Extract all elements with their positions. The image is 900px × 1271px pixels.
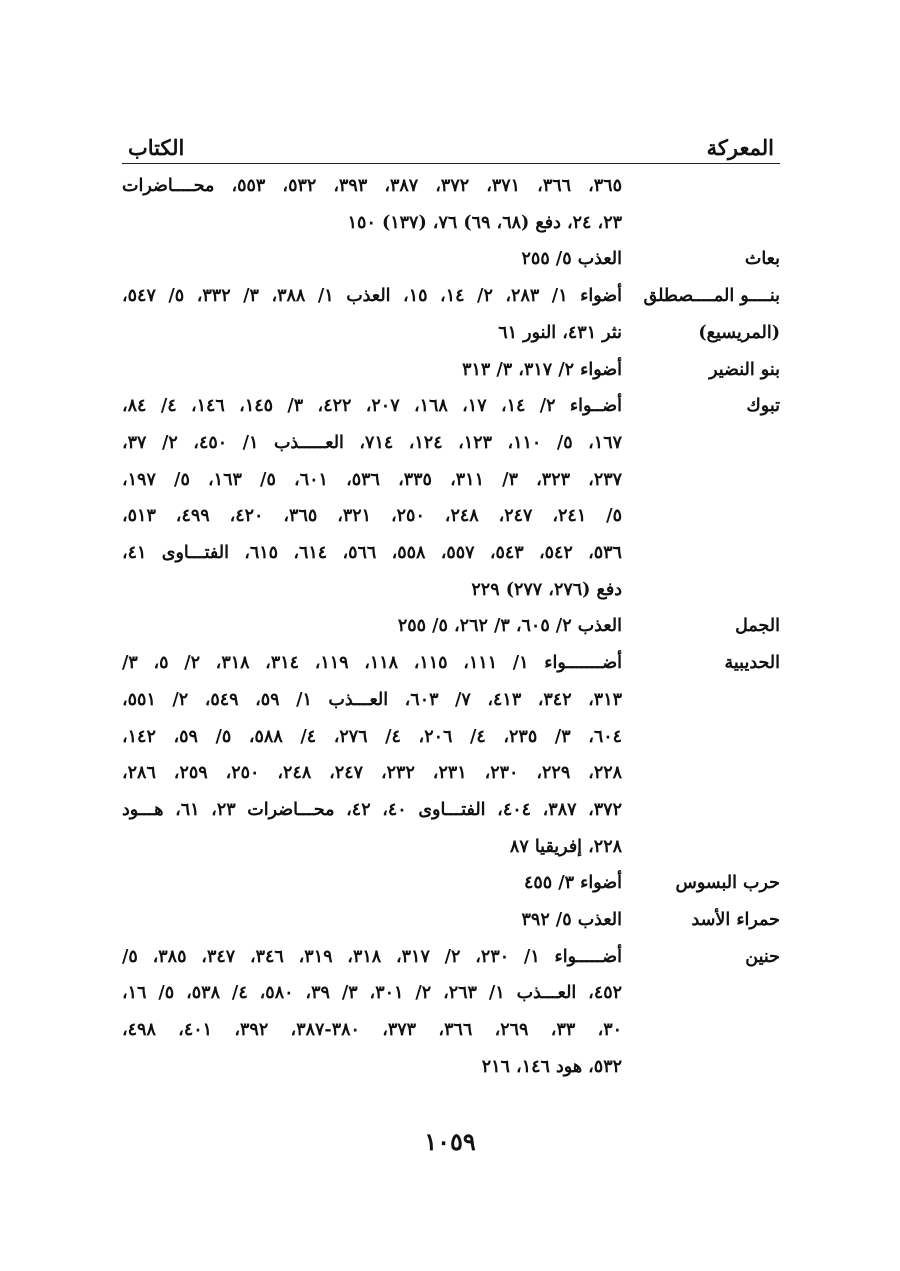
header-rule: [122, 163, 780, 164]
entry-term: [622, 352, 780, 389]
index-entry: [122, 608, 780, 645]
entry-references: [122, 388, 622, 608]
entry-references: [122, 645, 622, 865]
page-number: ١٠٥٩: [424, 1127, 476, 1156]
reference-line: ١٦٧، ٥/ ١١٠، ١٢٣، ١٢٤، ٧١٤، العـــــذب ١/ ٤٥٠، ٢/ ٣٧،: [122, 432, 622, 453]
entry-references: [122, 241, 622, 278]
reference-line: ٣٧٢، ٣٨٧، ٤٠٤، الفتـــاوى ٤٠، ٤٢، محـــاضرات ٢٣، ٦١، هـــود: [122, 799, 622, 820]
index-entry: [122, 645, 780, 865]
entry-term-name: الحديبية: [724, 653, 780, 674]
index-page: [122, 120, 780, 1086]
header-battle-title: المعركة: [706, 135, 774, 160]
index-entry: [122, 352, 780, 389]
entry-term: [622, 645, 780, 682]
entry-term: [622, 278, 780, 351]
reference-line: أضواء ٢/ ٣١٧، ٣/ ٣١٣: [462, 359, 622, 380]
reference-line: ٣٦٥، ٣٦٦، ٣٧١، ٣٧٢، ٣٨٧، ٣٩٣، ٥٣٢، ٥٥٣، محــــاضرات: [122, 176, 622, 196]
entry-term-name: بعاث: [744, 249, 780, 270]
reference-line: العذب ٥/ ٣٩٢: [521, 910, 622, 931]
index-entry: [122, 388, 780, 608]
header-book-title: الكتاب: [128, 135, 185, 160]
entry-references: [122, 278, 622, 351]
reference-line: ٣٠، ٣٣، ٢٦٩، ٣٦٦، ٣٧٣، ٣٨٠-٣٨٧، ٣٩٢، ٤٠١، ٤٩٨،: [122, 1020, 622, 1041]
entry-term-name: بنو النضير: [709, 359, 780, 380]
reference-line: ٢٣٧، ٣٢٣، ٣/ ٣١١، ٣٣٥، ٥٣٦، ٦٠١، ٥/ ١٦٣، ٥/ ١٩٧،: [122, 469, 622, 490]
entry-references: [122, 352, 622, 389]
reference-line: دفع (٢٧٦، ٢٧٧) ٢٢٩: [471, 579, 622, 600]
entry-term: [622, 902, 780, 939]
entry-references: [122, 865, 622, 902]
reference-line: ٢٣، ٢٤، دفع (٦٨، ٦٩) ٧٦، (١٣٧) ١٥٠: [347, 212, 622, 233]
page-header: [122, 120, 780, 160]
reference-line: العذب ٥/ ٢٥٥: [521, 249, 622, 270]
index-entry: [122, 902, 780, 939]
reference-line: أضـــــواء ١/ ٢٣٠، ٢/ ٣١٧، ٣١٨، ٣١٩، ٣٤٦، ٣٤٧، ٣٨٥، ٥/: [122, 946, 622, 967]
entry-term: [622, 241, 780, 278]
reference-line: ٥٣٢، هود ١٤٦، ٢١٦: [481, 1056, 622, 1077]
entry-term-name: الجمل: [735, 616, 780, 637]
index-entries: [122, 168, 780, 1086]
entry-references: [122, 168, 622, 241]
entry-term: [622, 388, 780, 425]
reference-line: العذب ٢/ ٦٠٥، ٣/ ٢٦٢، ٥/ ٢٥٥: [397, 616, 622, 637]
entry-term: [622, 939, 780, 976]
entry-term-name: تبوك: [746, 396, 780, 417]
entry-references: [122, 902, 622, 939]
reference-line: ٤٥٢، العـــذب ١/ ٢٦٣، ٢/ ٣٠١، ٣/ ٣٩، ٥٨٠، ٤/ ٥٣٨، ٥/ ١٦،: [122, 983, 622, 1004]
reference-line: ٢٢٨، إفريقيا ٨٧: [509, 836, 622, 857]
index-entry: [122, 278, 780, 351]
entry-term-name: حمراء الأسد: [691, 910, 780, 931]
entry-term: [622, 865, 780, 902]
reference-line: ٥٣٦، ٥٤٢، ٥٤٣، ٥٥٧، ٥٥٨، ٥٦٦، ٦١٤، ٦١٥، الفتـــاوى ٤١،: [122, 543, 622, 564]
index-entry: [122, 241, 780, 278]
index-entry: [122, 168, 780, 241]
index-entry: [122, 865, 780, 902]
reference-line: نثر ٤٣١، النور ٦١: [498, 322, 622, 343]
entry-references: [122, 608, 622, 645]
reference-line: ٢٢٨، ٢٢٩، ٢٣٠، ٢٣١، ٢٣٢، ٢٤٧، ٢٤٨، ٢٥٠، ٢٥٩، ٢٨٦،: [122, 763, 622, 784]
entry-references: [122, 939, 622, 1086]
entry-term-alt-name: (المريسيع): [698, 322, 780, 343]
index-entry: [122, 939, 780, 1086]
reference-line: ٥/ ٢٤١، ٢٤٧، ٢٤٨، ٢٥٠، ٣٢١، ٣٦٥، ٤٢٠، ٤٩٩، ٥١٣،: [122, 506, 622, 527]
entry-term-name: حنين: [745, 946, 780, 967]
entry-term: [622, 608, 780, 645]
reference-line: أضواء ٣/ ٤٥٥: [523, 873, 622, 894]
entry-term-name: حرب البسوس: [675, 873, 780, 894]
reference-line: أضواء ١/ ٢٨٣، ٢/ ١٤، ١٥، العذب ١/ ٣٨٨، ٣/ ٣٣٢، ٥/ ٥٤٧،: [122, 286, 622, 307]
reference-line: أضـــــــواء ١/ ١١١، ١١٥، ١١٨، ١١٩، ٣١٤، ٣١٨، ٢/ ٥، ٣/: [122, 653, 622, 674]
reference-line: ٣١٣، ٣٤٢، ٤١٣، ٧/ ٦٠٣، العـــذب ١/ ٥٩، ٥٤٩، ٢/ ٥٥١،: [122, 689, 622, 710]
entry-term-name: بنــــو المــــصطلق: [643, 286, 780, 307]
reference-line: أضــواء ٢/ ١٤، ١٧، ١٦٨، ٢٠٧، ٤٢٢، ٣/ ١٤٥، ١٤٦، ٤/ ٨٤،: [122, 396, 622, 417]
reference-line: ٦٠٤، ٣/ ٢٣٥، ٤/ ٢٠٦، ٤/ ٢٧٦، ٤/ ٥٨٨، ٥/ ٥٩، ١٤٢،: [122, 726, 622, 747]
